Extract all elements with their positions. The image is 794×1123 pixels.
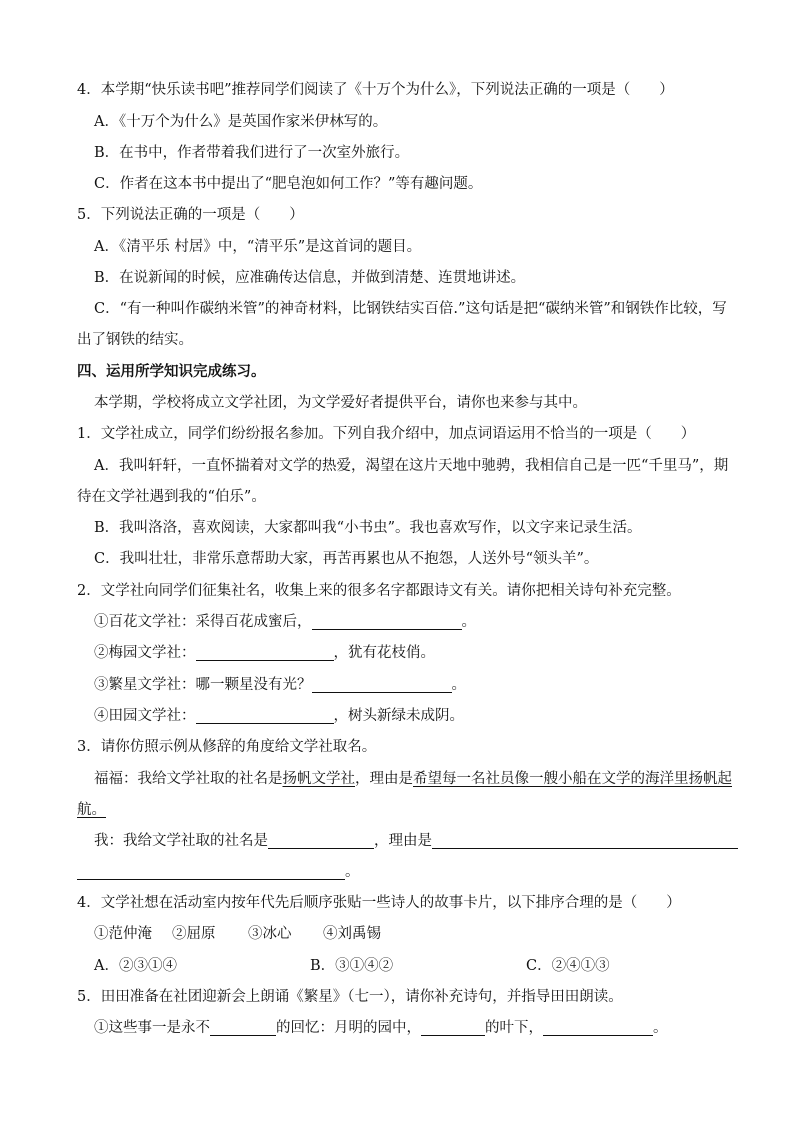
- poem-text: ，树头新绿未成阴。: [333, 708, 464, 724]
- reason-blank-continued[interactable]: [77, 861, 345, 880]
- reason-blank[interactable]: [432, 830, 738, 849]
- answer-text: 。: [345, 864, 360, 880]
- poem-text: 。: [451, 677, 466, 693]
- poem-item-1: [94, 607, 754, 638]
- sub-question-2-stem: 2．文学社向同学们征集社名，收集上来的很多名字都跟诗文有关。请你把相关诗句补充完整。: [77, 583, 681, 599]
- answer-text: ，理由是: [374, 833, 432, 849]
- example-text: ，理由是: [355, 771, 413, 787]
- option-c-continued: 出了钢铁的结实。: [77, 332, 193, 348]
- option-b: B．在说新闻的时候，应准确传达信息，并做到清楚、连贯地讲述。: [94, 270, 526, 286]
- section-intro: 本学期，学校将成立文学社团，为文学爱好者提供平台，请你也来参与其中。: [94, 395, 587, 411]
- question-4-stem: 4．本学期“快乐读书吧”推荐同学们阅读了《十万个为什么》，下列说法正确的一项是（ ）: [77, 82, 674, 98]
- sub-question-5-stem: 5．田田准备在社团迎新会上朗诵《繁星》（七一），请你补充诗句，并指导田田朗读。: [77, 989, 623, 1005]
- answer-line-continued: [77, 857, 754, 888]
- poet-list: [94, 919, 754, 950]
- answer-blank[interactable]: [312, 674, 452, 693]
- answer-blank[interactable]: [543, 1017, 653, 1036]
- poem-text: ②梅园文学社：: [94, 645, 196, 661]
- poem-text: 。: [653, 1020, 668, 1036]
- poem-text: ①百花文学社：采得百花成蜜后，: [94, 614, 312, 630]
- order-options: [94, 951, 754, 982]
- poem-text: ④田园文学社：: [94, 708, 196, 724]
- poem-fill-line: [94, 1013, 754, 1044]
- option-b: B．③①④②: [310, 958, 394, 974]
- sub-question-4-stem: 4．文学社想在活动室内按年代先后顺序张贴一些诗人的故事卡片，以下排序合理的是（ ）: [77, 895, 681, 911]
- option-b: B．在书中，作者带着我们进行了一次室外旅行。: [94, 145, 410, 161]
- answer-text: 我：我给文学社取的社名是: [94, 833, 268, 849]
- section-heading: 四、运用所学知识完成练习。: [77, 364, 266, 380]
- option-a: A．②③①④: [94, 958, 177, 974]
- answer-blank[interactable]: [196, 705, 334, 724]
- question-5-stem: 5．下列说法正确的一项是（ ）: [77, 207, 304, 223]
- option-b: B．我叫洛洛，喜欢阅读，大家都叫我“小书虫”。我也喜欢写作，以文字来记录生活。: [94, 520, 642, 536]
- answer-blank[interactable]: [312, 611, 462, 630]
- poem-item-4: [94, 701, 754, 732]
- example-reason-continued: 航。: [77, 802, 106, 818]
- poet-item: ①范仲淹: [94, 926, 152, 942]
- answer-line: [94, 826, 754, 857]
- poem-item-3: [94, 670, 754, 701]
- option-a: A．我叫轩轩，一直怀揣着对文学的热爱，渴望在这片天地中驰骋，我相信自己是一匹“千里马”，期: [94, 458, 729, 474]
- example-club-name: 扬帆文学社: [282, 771, 355, 787]
- poet-item: ②屈原: [172, 926, 216, 942]
- option-c: C．“有一种叫作碳纳米管”的神奇材料，比钢铁结实百倍.”这句话是把“碳纳米管”和钢铁作比较，写: [94, 301, 727, 317]
- poem-text: ③繁星文学社：哪一颗星没有光？: [94, 677, 312, 693]
- answer-blank[interactable]: [210, 1017, 276, 1036]
- poem-item-2: [94, 638, 754, 669]
- poem-text: 的回忆：月明的园中，: [276, 1020, 421, 1036]
- example-reason: 希望每一名社员像一艘小船在文学的海洋里扬帆起: [413, 771, 732, 787]
- poem-text: ①这些事一是永不: [94, 1020, 210, 1036]
- club-name-blank[interactable]: [268, 830, 374, 849]
- example-line: [94, 764, 754, 795]
- example-line-continued: [77, 795, 754, 826]
- poet-item: ③冰心: [248, 926, 292, 942]
- sub-question-1-stem: 1．文学社成立，同学们纷纷报名参加。下列自我介绍中，加点词语运用不恰当的一项是（ ）: [77, 426, 696, 442]
- option-c: C．作者在这本书中提出了“肥皂泡如何工作？”等有趣问题。: [94, 176, 483, 192]
- answer-blank[interactable]: [196, 642, 334, 661]
- option-a: A．《清平乐 村居》中，“清平乐”是这首词的题目。: [94, 239, 422, 255]
- poem-text: 的叶下，: [485, 1020, 543, 1036]
- poem-text: 。: [461, 614, 476, 630]
- poet-item: ④刘禹锡: [323, 926, 381, 942]
- option-a-continued: 待在文学社遇到我的“伯乐”。: [77, 489, 266, 505]
- option-c: C．②④①③: [526, 958, 610, 974]
- example-text: 福福：我给文学社取的社名是: [94, 771, 283, 787]
- answer-blank[interactable]: [421, 1017, 485, 1036]
- sub-question-3-stem: 3．请你仿照示例从修辞的角度给文学社取名。: [77, 739, 377, 755]
- poem-text: ，犹有花枝俏。: [333, 645, 435, 661]
- option-a: A．《十万个为什么》是英国作家米伊林写的。: [94, 114, 388, 130]
- option-c: C．我叫壮壮，非常乐意帮助大家，再苦再累也从不抱怨，人送外号“领头羊”。: [94, 551, 599, 567]
